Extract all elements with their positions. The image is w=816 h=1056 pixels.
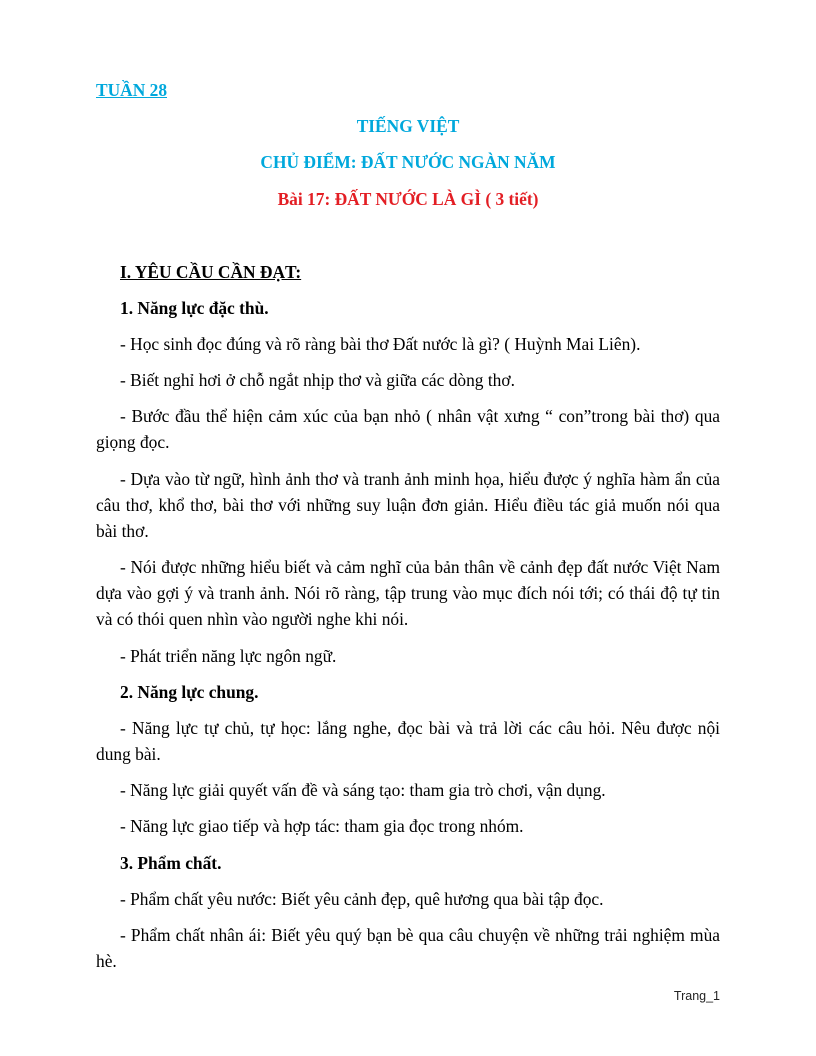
paragraph: - Học sinh đọc đúng và rõ ràng bài thơ Đất nước là gì? ( Huỳnh Mai Liên). <box>120 334 641 354</box>
week-label: TUẦN 28 <box>96 80 168 100</box>
paragraph: - Năng lực tự chủ, tự học: lắng nghe, đọc bài và trả lời các câu hỏi. Nêu được nội dung bài. <box>96 718 720 764</box>
paragraph: - Năng lực giao tiếp và hợp tác: tham gia đọc trong nhóm. <box>120 816 524 836</box>
paragraph: - Phẩm chất yêu nước: Biết yêu cảnh đẹp, quê hương qua bài tập đọc. <box>120 889 604 909</box>
page-number: Trang_1 <box>673 989 720 1003</box>
subheading-general-competence: 2. Năng lực chung. <box>120 682 259 702</box>
theme-title: CHỦ ĐIỂM: ĐẤT NƯỚC NGÀN NĂM <box>260 152 556 172</box>
paragraph: - Phẩm chất nhân ái: Biết yêu quý bạn bè qua câu chuyện về những trải nghiệm mùa hè. <box>96 925 720 971</box>
paragraph: - Biết nghỉ hơi ở chỗ ngắt nhịp thơ và giữa các dòng thơ. <box>120 370 515 390</box>
paragraph: - Bước đầu thể hiện cảm xúc của bạn nhỏ ( nhân vật xưng “ con”trong bài thơ) qua giọng đọc. <box>96 406 720 452</box>
lesson-title: Bài 17: ĐẤT NƯỚC LÀ GÌ ( 3 tiết) <box>277 189 539 209</box>
paragraph: - Nói được những hiểu biết và cảm nghĩ của bản thân về cảnh đẹp đất nước Việt Nam dựa vào gợi ý và tranh ảnh. Nói rõ ràng, tập trung vào mục đích nói tới; có thái độ tự tin và có thói quen nhìn vào người nghe khi nói. <box>96 557 720 629</box>
paragraph: - Năng lực giải quyết vấn đề và sáng tạo: tham gia trò chơi, vận dụng. <box>120 780 606 800</box>
subheading-specific-competence: 1. Năng lực đặc thù. <box>120 298 269 318</box>
paragraph: - Phát triển năng lực ngôn ngữ. <box>120 646 337 666</box>
subheading-qualities: 3. Phẩm chất. <box>120 853 222 873</box>
subject-title: TIẾNG VIỆT <box>356 116 460 136</box>
paragraph: - Dựa vào từ ngữ, hình ảnh thơ và tranh ảnh minh họa, hiểu được ý nghĩa hàm ẩn của câu thơ, khổ thơ, bài thơ với những suy luận đơn giản. Hiểu điều tác giả muốn nói qua bài thơ. <box>96 469 720 541</box>
section-heading-requirements: I. YÊU CẦU CẦN ĐẠT: <box>120 262 302 282</box>
